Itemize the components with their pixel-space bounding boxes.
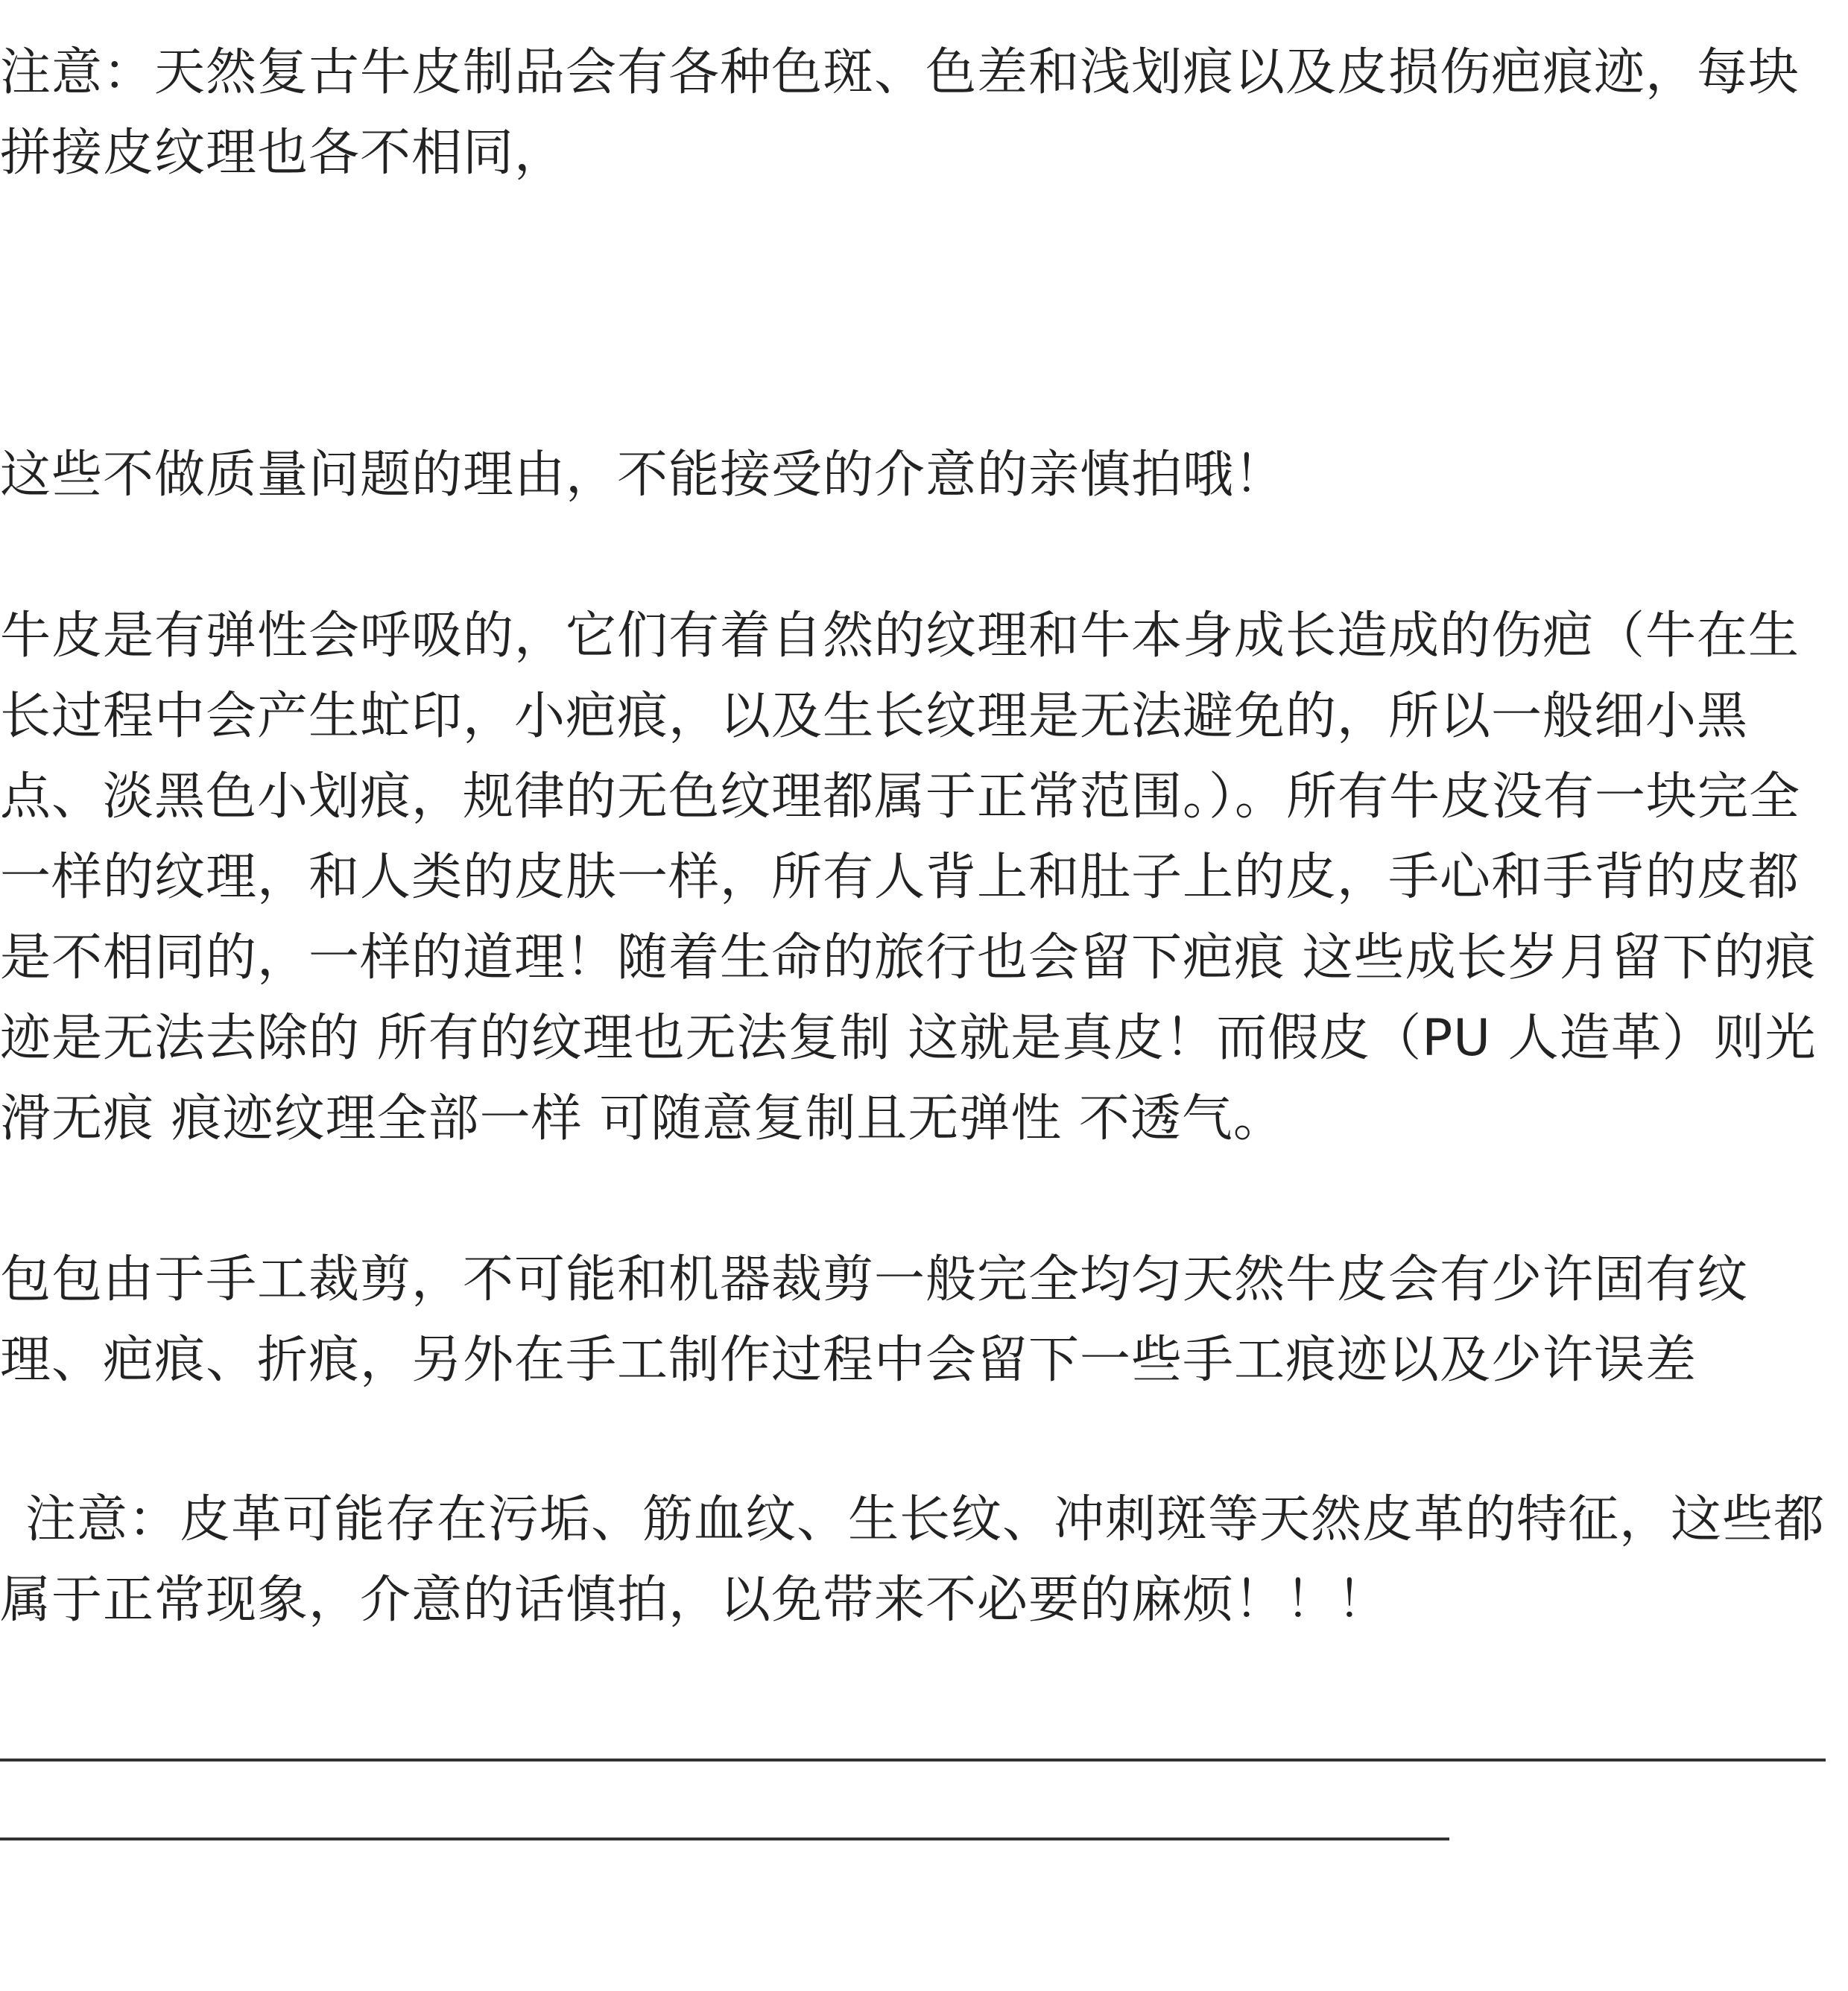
notice-3-text: 注意：皮革可能存在污垢、筋血纹、生长纹、冲刺斑等天然皮革的特征，这些都属于正常现象，介意的话慎拍，以免带来不必要的麻烦！！！ bbox=[0, 1490, 1826, 1630]
divider-line bbox=[0, 1759, 1826, 1761]
leather-texture-paragraph: 牛皮是有弹性会呼吸的，它们有着自然的纹理和牛本身成长造成的伤疤（牛在生长过程中会产生虻印，小疤痕，以及生长纹理是无法避免的，所以一般细小黑点、淡黑色小划痕，规律的无色纹理都属于正常范围。）。所有牛皮没有一块完全一样的纹理，和人类的皮肤一样，所有人背上和肚子上的皮，手心和手背的皮都是不相同的，一样的道理！随着生命的旅行也会留下疤痕 这些成长岁月留下的痕迹是无法去除的 所有的纹理也无法复制 这就是真皮！而假皮（PU 人造革）则光滑无痕 痕迹纹理全部一样 可随意复制且无弹性 不透气。 bbox=[0, 607, 1817, 1148]
notice-paragraph-1: 注意：天然复古牛皮制品会有各种色斑、色差和浅划痕以及皮损伤疤痕迹，每块拼接皮纹理也各不相同， bbox=[0, 43, 1800, 183]
handmade-paragraph: 包包由于手工裁剪，不可能和机器裁剪一般完全均匀天然牛皮会有少许固有纹理、疤痕、折痕，另外在手工制作过程中会留下一些手工痕迹以及少许误差 bbox=[0, 1250, 1749, 1390]
notice-paragraph-2: 这些不做质量问题的理由，不能接受的介意的亲慎拍哦！ bbox=[0, 446, 1286, 504]
notice-paragraph-3 bbox=[0, 1480, 1833, 1641]
divider-line bbox=[0, 1838, 1449, 1840]
